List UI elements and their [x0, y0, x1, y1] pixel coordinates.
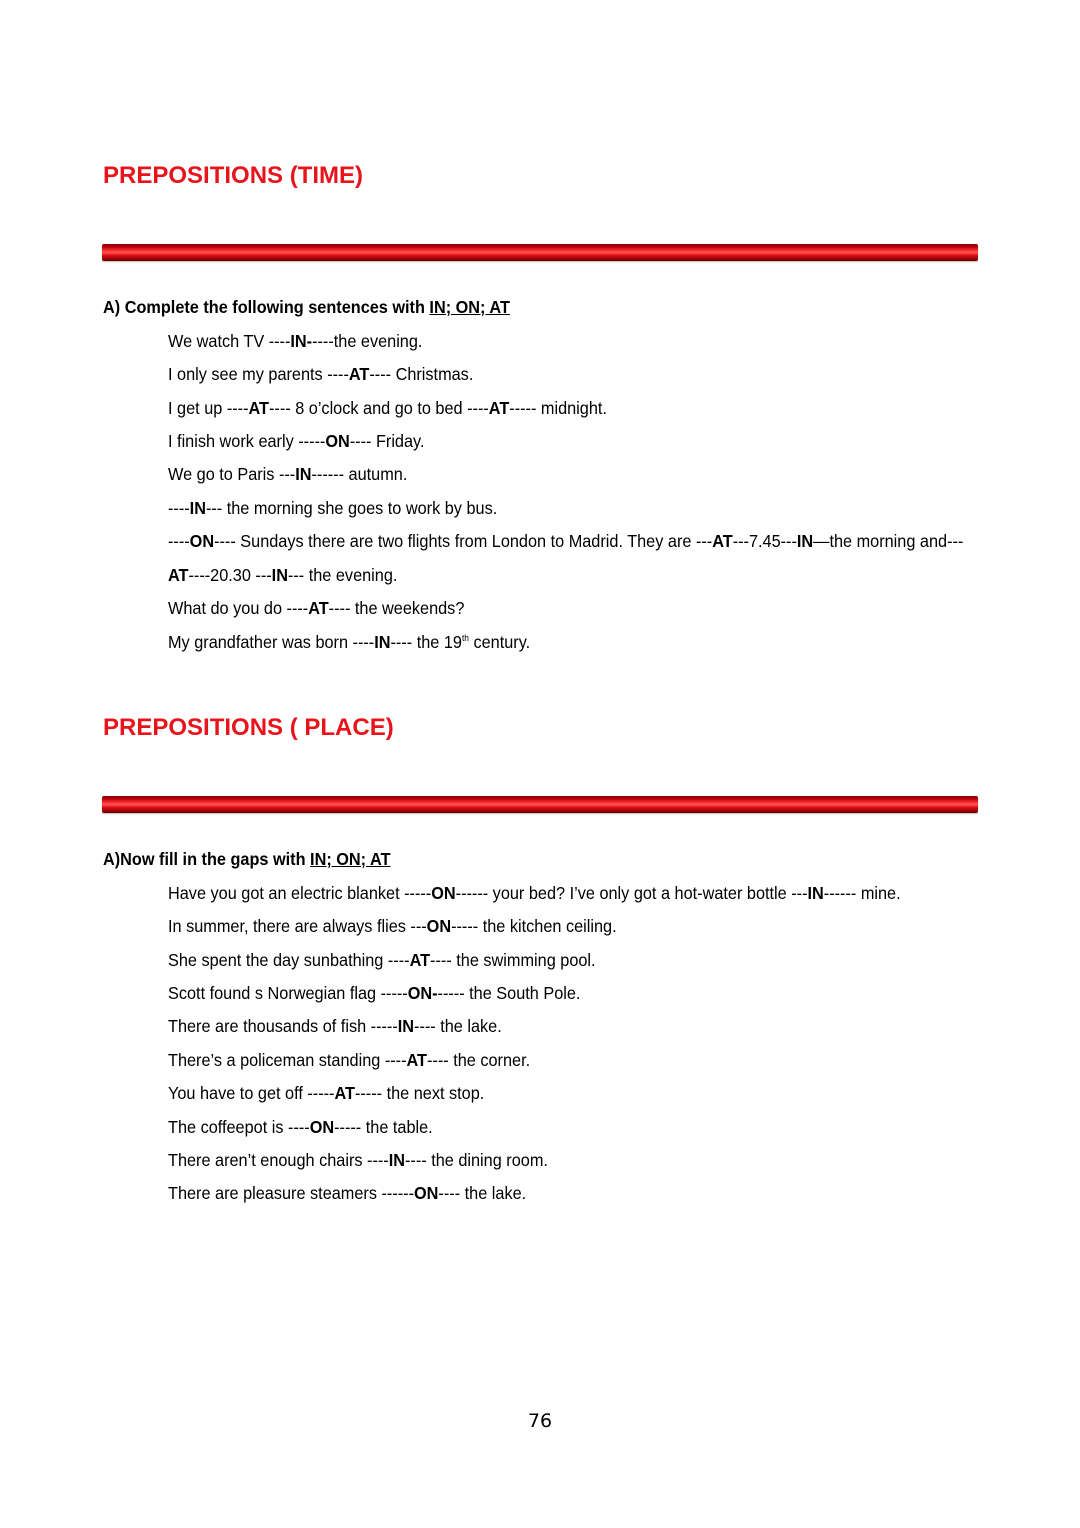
sentence-line: We go to Paris ---IN------ autumn. — [168, 464, 408, 484]
sentence-line: I only see my parents ----AT---- Christmas. — [168, 364, 474, 384]
sentence-line: You have to get off -----AT----- the next stop. — [168, 1083, 485, 1103]
instruction-keywords: IN; ON; AT — [429, 297, 510, 317]
sentence-line: There are pleasure steamers ------ON---- the lake. — [168, 1183, 527, 1203]
sentence-line: She spent the day sunbathing ----AT---- the swimming pool. — [168, 950, 596, 970]
instruction-text: A) Complete the following sentences with — [103, 297, 430, 317]
page-number: 76 — [527, 1410, 553, 1432]
instruction-time — [103, 297, 510, 318]
instruction-text: A)Now fill in the gaps with — [103, 849, 311, 869]
sentence-line: There aren’t enough chairs ----IN---- the dining room. — [168, 1150, 548, 1170]
sentence-line: AT----20.30 ---IN--- the evening. — [168, 565, 398, 585]
sentence-line: Have you got an electric blanket -----ON------ your bed? I’ve only got a hot-water bottle ---IN------ mine. — [168, 883, 901, 903]
section-title-place: PREPOSITIONS ( PLACE) — [103, 714, 394, 741]
sentence-line: There’s a policeman standing ----AT---- the corner. — [168, 1050, 531, 1070]
sentence-line: There are thousands of fish -----IN---- the lake. — [168, 1016, 502, 1036]
sentence-line: ----ON---- Sundays there are two flights from London to Madrid. They are ---AT---7.45---IN—the morning and--- — [168, 531, 964, 551]
section-divider-place — [102, 796, 978, 813]
instruction-place — [103, 849, 391, 870]
sentence-line: We watch TV ----IN-----the evening. — [168, 331, 423, 351]
sentence-line: My grandfather was born ----IN---- the 19th century. — [168, 632, 531, 652]
section-title-time: PREPOSITIONS (TIME) — [103, 162, 364, 189]
instruction-keywords: IN; ON; AT — [310, 849, 391, 869]
sentence-line: The coffeepot is ----ON----- the table. — [168, 1117, 433, 1137]
sentence-line: I finish work early -----ON---- Friday. — [168, 431, 425, 451]
section-divider-time — [102, 244, 978, 261]
sentence-line: ----IN--- the morning she goes to work by bus. — [168, 498, 498, 518]
sentence-line: Scott found s Norwegian flag -----ON------ the South Pole. — [168, 983, 581, 1003]
sentence-line: In summer, there are always flies ---ON----- the kitchen ceiling. — [168, 916, 617, 936]
sentence-line: What do you do ----AT---- the weekends? — [168, 598, 465, 618]
sentence-line: I get up ----AT---- 8 o’clock and go to bed ----AT----- midnight. — [168, 398, 607, 418]
